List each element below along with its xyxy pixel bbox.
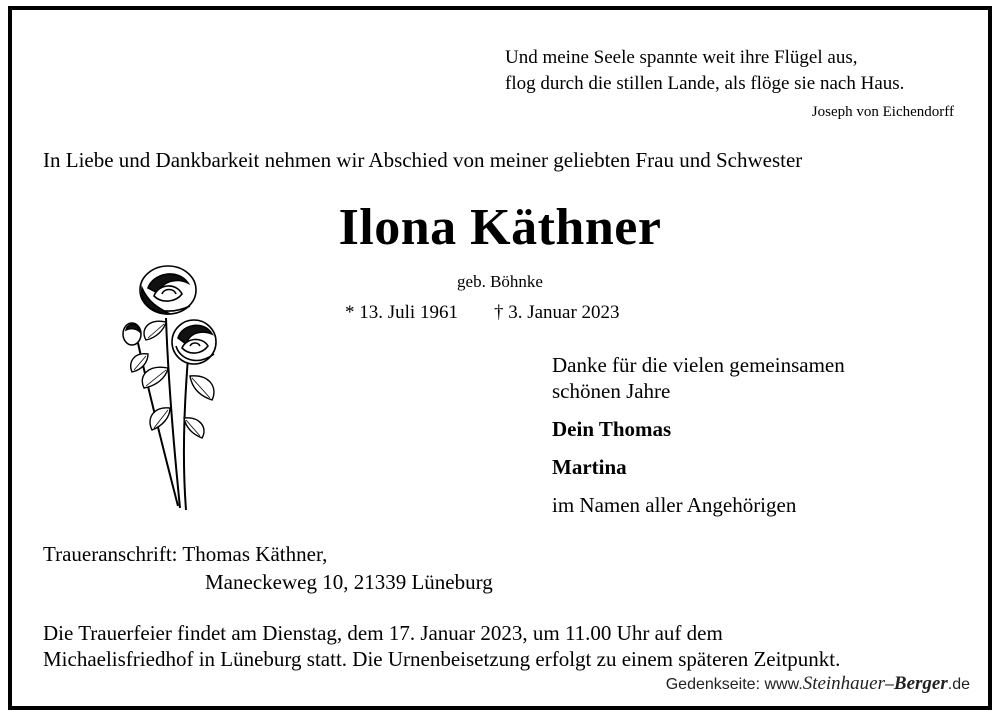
poem-line-2: flog durch die stillen Lande, als flöge sie nach Haus. xyxy=(505,73,905,94)
address-street-line: Maneckeweg 10, 21339 Lüneburg xyxy=(205,570,493,594)
footer-brand-1: Steinhauer xyxy=(802,673,886,694)
mourner-name-1: Dein Thomas xyxy=(552,417,672,441)
poem-author: Joseph von Eichendorff xyxy=(811,104,954,120)
footer-prefix: Gedenkseite: www. xyxy=(665,676,803,693)
mourners-block xyxy=(552,352,845,518)
thanks-line-2: schönen Jahre xyxy=(552,379,671,403)
life-dates xyxy=(345,302,620,324)
poem-line-1: Und meine Seele spannte weit ihre Flügel aus, xyxy=(505,47,858,68)
death-date: † 3. Januar 2023 xyxy=(493,302,620,323)
mourning-address xyxy=(43,540,493,596)
birth-name: geb. Böhnke xyxy=(457,272,543,291)
rose-illustration-icon xyxy=(118,258,218,516)
poem-quote xyxy=(505,45,904,97)
intro-text: In Liebe und Dankbarkeit nehmen wir Abschied von meiner geliebten Frau und Schwester xyxy=(43,148,803,172)
ceremony-line-1: Die Trauerfeier findet am Dienstag, dem 17. Januar 2023, um 11.00 Uhr auf dem xyxy=(43,621,723,645)
memorial-page-link[interactable] xyxy=(662,673,974,695)
thanks-line-1: Danke für die vielen gemeinsamen xyxy=(552,353,845,377)
ceremony-info xyxy=(43,620,840,672)
footer-dash: – xyxy=(885,676,894,693)
birth-date: * 13. Juli 1961 xyxy=(345,302,458,323)
mourners-closing: im Namen aller Angehörigen xyxy=(552,493,797,517)
footer-suffix: .de xyxy=(947,676,970,693)
deceased-name: Ilona Käthner xyxy=(338,199,662,256)
footer-brand-2: Berger xyxy=(893,673,948,694)
ceremony-line-2: Michaelisfriedhof in Lüneburg statt. Die Urnenbeisetzung erfolgt zu einem späteren Zeitpunkt. xyxy=(43,647,841,671)
mourner-name-2: Martina xyxy=(552,455,627,479)
address-label-line: Traueranschrift: Thomas Käthner, xyxy=(43,542,328,566)
